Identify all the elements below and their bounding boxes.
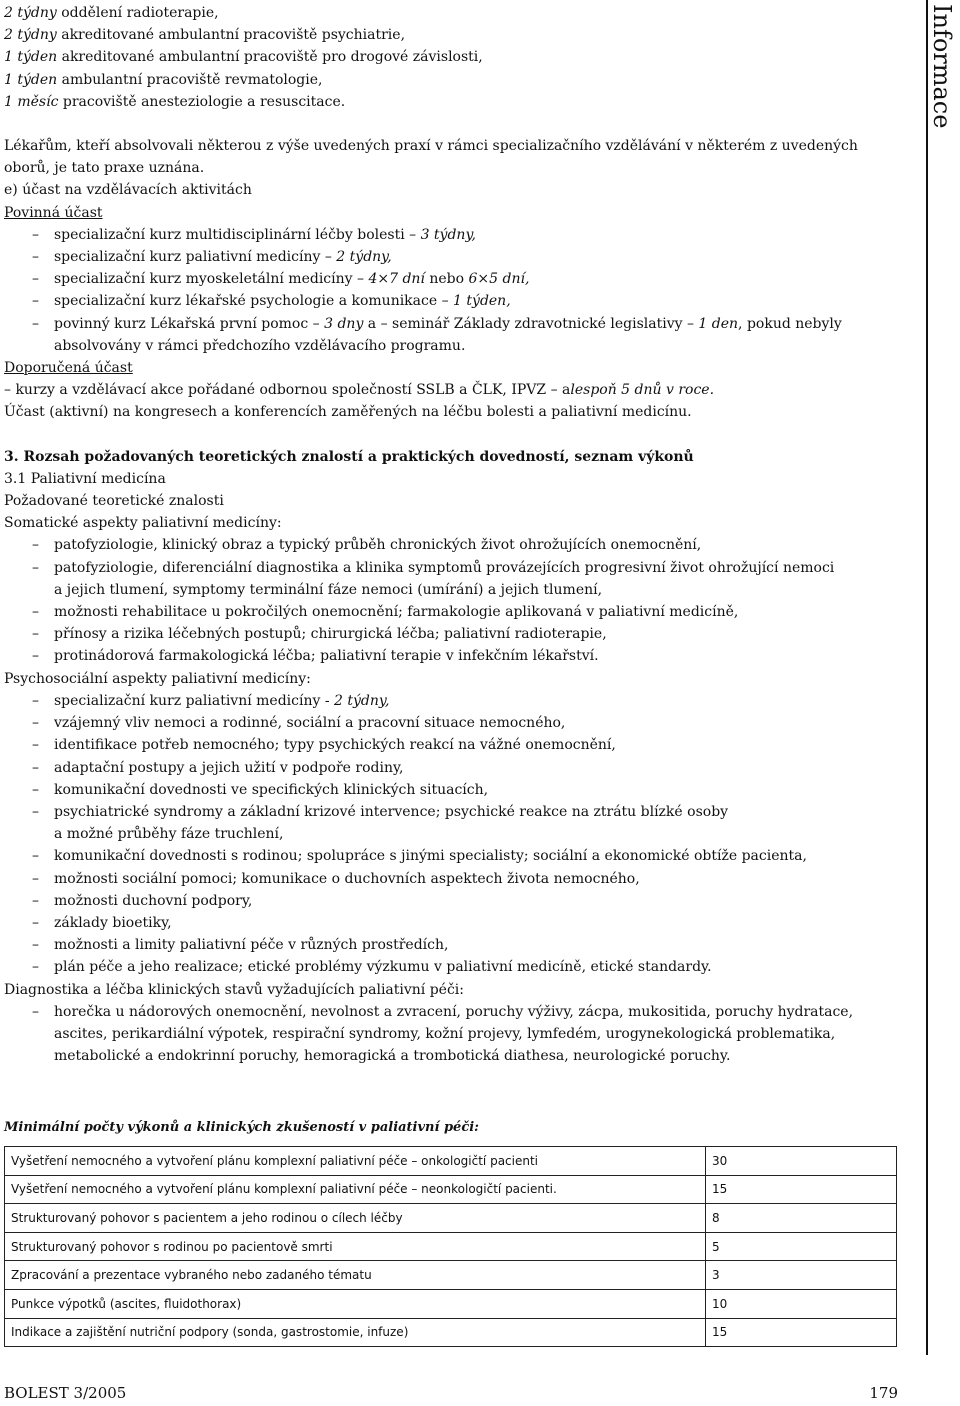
table-row — [5, 1175, 897, 1204]
recommended-participation-label: Doporučená účast — [4, 360, 133, 377]
list-item-continuation: a možné průběhy fáze truchlení, — [54, 826, 284, 843]
list-item: – specializační kurz lékařské psychologie a komunikace – 1 týden, — [32, 293, 511, 310]
subsection-heading: 3.1 Paliativní medicína — [4, 470, 166, 487]
list-item: – komunikační dovednosti s rodinou; spolupráce s jinými specialisty; sociální a ekonomické obtíže pacienta, — [32, 848, 807, 865]
table-cell-label: Strukturovaný pohovor s rodinou po pacientově smrti — [5, 1232, 706, 1261]
list-item: – adaptační postupy a jejich užití v podpoře rodiny, — [32, 759, 404, 776]
table-cell-label: Indikace a zajištění nutriční podpory (sonda, gastrostomie, infuze) — [5, 1318, 706, 1347]
procedures-table-title: Minimální počty výkonů a klinických zkušeností v paliativní péči: — [4, 1120, 479, 1135]
required-knowledge-heading: Požadované teoretické znalosti — [4, 493, 224, 510]
list-item: – horečka u nádorových onemocnění, nevolnost a zvracení, poruchy výživy, zácpa, mukositida, poruchy hydratace, — [32, 1003, 854, 1020]
table-row — [5, 1232, 897, 1261]
table-cell-value: 5 — [706, 1232, 897, 1261]
intro-line: 1 týden ambulantní pracoviště revmatologie, — [4, 71, 323, 88]
section-side-label: Informace — [928, 4, 956, 129]
section-e-heading: e) účast na vzdělávacích aktivitách — [4, 182, 252, 199]
list-item: – vzájemný vliv nemoci a rodinné, sociální a pracovní situace nemocného, — [32, 715, 566, 732]
list-item: – specializační kurz paliativní medicíny – 2 týdny, — [32, 249, 392, 266]
list-item: – možnosti rehabilitace u pokročilých onemocnění; farmakologie aplikovaná v paliativní medicíně, — [32, 604, 739, 621]
list-item-continuation: ascites, perikardiální výpotek, respirační syndromy, kožní projevy, lymfedém, urogynekologická problematika, — [54, 1025, 836, 1042]
table-cell-label: Strukturovaný pohovor s pacientem a jeho rodinou o cílech léčby — [5, 1204, 706, 1233]
table-cell-value: 10 — [706, 1289, 897, 1318]
recognition-paragraph-line: Lékařům, kteří absolvovali některou z výše uvedených praxí v rámci specializačního vzdělávání v některém z uvedených — [4, 138, 858, 155]
table-cell-label: Punkce výpotků (ascites, fluidothorax) — [5, 1289, 706, 1318]
page-number: 179 — [869, 1384, 898, 1402]
recognition-paragraph-line: oborů, je tato praxe uznána. — [4, 160, 205, 177]
recommended-participation-text: – kurzy a vzdělávací akce pořádané odbornou společností SSLB a ČLK, IPVZ – alespoň 5 dnů v roce. — [4, 382, 715, 399]
intro-line: 1 měsíc pracoviště anesteziologie a resuscitace. — [4, 93, 346, 110]
list-item: – možnosti a limity paliativní péče v různých prostředích, — [32, 937, 449, 954]
table-cell-value: 8 — [706, 1204, 897, 1233]
list-item: – komunikační dovednosti ve specifických klinických situacích, — [32, 781, 489, 798]
list-item: – specializační kurz multidisciplinární léčby bolesti – 3 týdny, — [32, 226, 476, 243]
procedures-table — [4, 1146, 897, 1347]
table-row — [5, 1318, 897, 1347]
somatic-aspects-label: Somatické aspekty paliativní medicíny: — [4, 515, 282, 532]
diagnostics-label: Diagnostika a léčba klinických stavů vyžadujících paliativní péči: — [4, 981, 465, 998]
table-row — [5, 1204, 897, 1233]
list-item: – patofyziologie, klinický obraz a typický průběh chronických život ohrožujících onemocnění, — [32, 537, 702, 554]
intro-line: 1 týden akreditované ambulantní pracoviště pro drogové závislosti, — [4, 49, 483, 66]
table-cell-value: 15 — [706, 1318, 897, 1347]
list-item: – specializační kurz paliativní medicíny - 2 týdny, — [32, 692, 390, 709]
intro-list — [4, 2, 910, 113]
table-cell-value: 3 — [706, 1261, 897, 1290]
list-item: – protinádorová farmakologická léčba; paliativní terapie v infekčním lékařství. — [32, 648, 599, 665]
list-item: – povinný kurz Lékařská první pomoc – 3 dny a – seminář Základy zdravotnické legislativy – 1 den, pokud nebyly — [32, 315, 842, 332]
psychosocial-aspects-label: Psychosociální aspekty paliativní medicíny: — [4, 670, 311, 687]
active-participation-text: Účast (aktivní) na kongresech a konferencích zaměřených na léčbu bolesti a paliativní medicínu. — [4, 404, 692, 421]
section-3-heading: 3. Rozsah požadovaných teoretických znalostí a praktických dovedností, seznam výkonů — [4, 448, 694, 465]
journal-footer: BOLEST 3/2005 — [4, 1384, 127, 1402]
intro-line: 2 týdny akreditované ambulantní pracoviště psychiatrie, — [4, 27, 406, 44]
side-rule-divider — [926, 0, 928, 1355]
list-item: – plán péče a jeho realizace; etické problémy výzkumu v paliativní medicíně, etické standardy. — [32, 959, 712, 976]
table-row — [5, 1289, 897, 1318]
list-item: – možnosti sociální pomoci; komunikace o duchovních aspektech života nemocného, — [32, 870, 640, 887]
list-item: – patofyziologie, diferenciální diagnostika a klinika symptomů provázejících progresivní život ohrožující nemoci — [32, 559, 835, 576]
list-item: – identifikace potřeb nemocného; typy psychických reakcí na vážné onemocnění, — [32, 737, 616, 754]
list-item-continuation: absolvovány v rámci předchozího vzdělávacího programu. — [54, 337, 466, 354]
list-item: – psychiatrické syndromy a základní krizové intervence; psychické reakce na ztrátu blízké osoby — [32, 803, 729, 820]
table-cell-value: 15 — [706, 1175, 897, 1204]
table-cell-label: Zpracování a prezentace vybraného nebo zadaného tématu — [5, 1261, 706, 1290]
table-cell-label: Vyšetření nemocného a vytvoření plánu komplexní paliativní péče – onkologičtí pacienti — [5, 1147, 706, 1176]
list-item-continuation: metabolické a endokrinní poruchy, hemoragická a trombotická diathesa, neurologické poruchy. — [54, 1048, 731, 1065]
list-item-continuation: a jejich tlumení, symptomy terminální fáze nemoci (umírání) a jejich tlumení, — [54, 581, 603, 598]
table-row — [5, 1147, 897, 1176]
list-item: – možnosti duchovní podpory, — [32, 892, 253, 909]
table-row — [5, 1261, 897, 1290]
list-item: – základy bioetiky, — [32, 914, 172, 931]
table-cell-label: Vyšetření nemocného a vytvoření plánu komplexní paliativní péče – neonkologičtí pacienti. — [5, 1175, 706, 1204]
page-content — [4, 2, 910, 1067]
intro-line: 2 týdny oddělení radioterapie, — [4, 5, 219, 21]
list-item: – specializační kurz myoskeletální medicíny – 4×7 dní nebo 6×5 dní, — [32, 271, 530, 288]
mandatory-participation-label: Povinná účast — [4, 204, 103, 221]
list-item: – přínosy a rizika léčebných postupů; chirurgická léčba; paliativní radioterapie, — [32, 626, 607, 643]
table-cell-value: 30 — [706, 1147, 897, 1176]
